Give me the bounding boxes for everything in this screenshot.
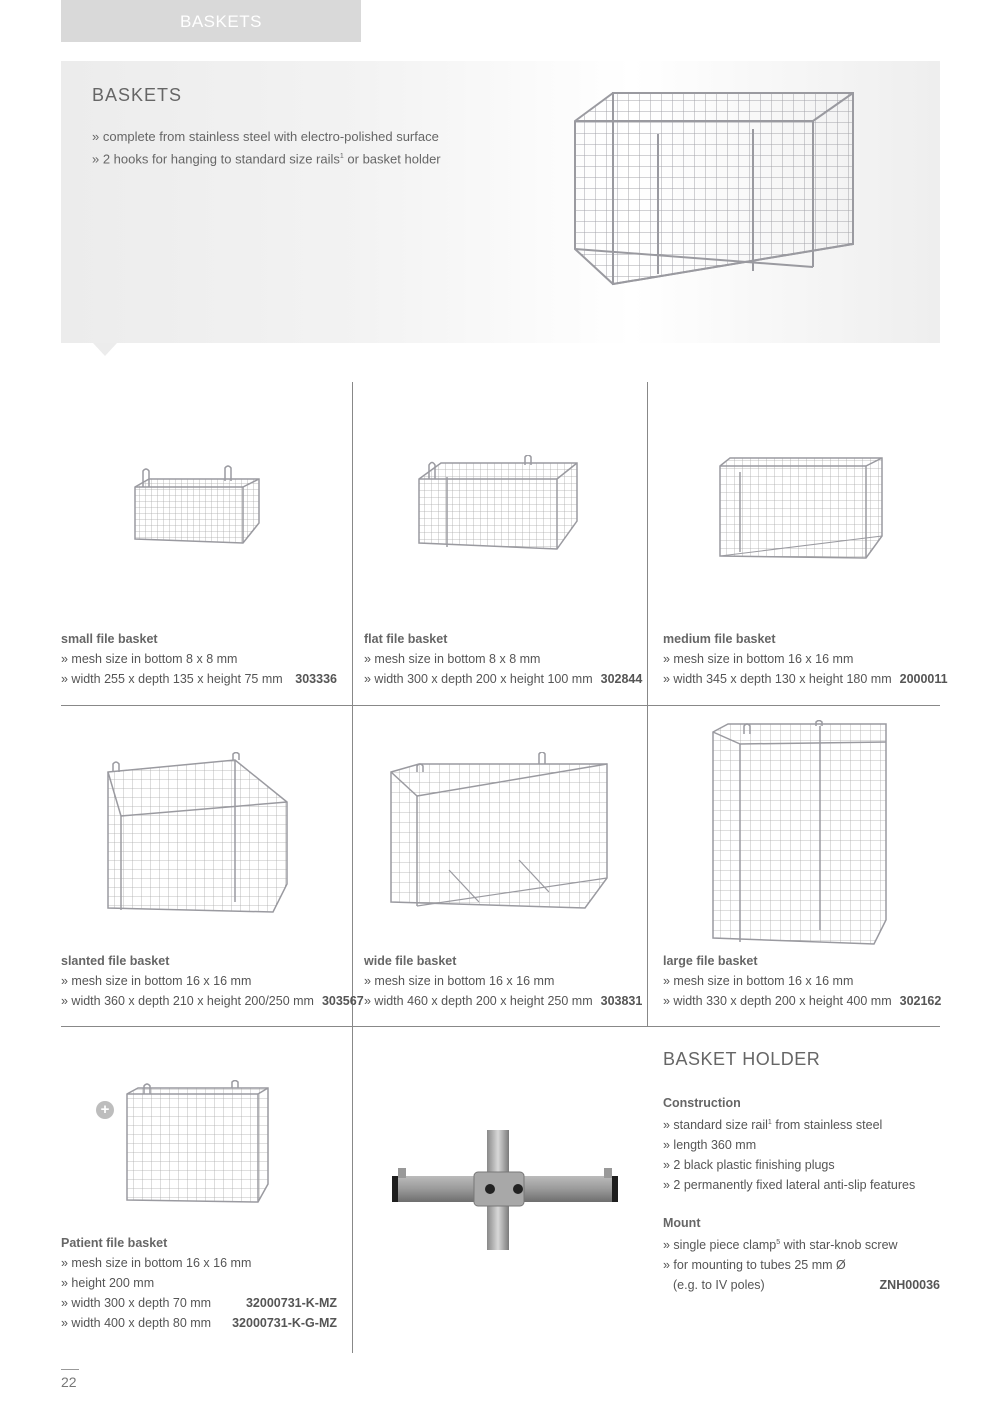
product-spec: » mesh size in bottom 16 x 16 mm [61, 1256, 252, 1270]
basket-image-wide [389, 752, 611, 912]
product-code: 302844 [600, 672, 643, 686]
product-spec: » width 255 x depth 135 x height 75 mm [61, 672, 283, 686]
hero-bullet: » complete from stainless steel with electro-polished surface [92, 129, 439, 144]
hero-notch [93, 343, 117, 356]
hero-bullets [92, 127, 441, 169]
section-tab-label: BASKETS [180, 12, 262, 31]
product-spec: » mesh size in bottom 8 x 8 mm [364, 652, 541, 666]
mount-item: » for mounting to tubes 25 mm Ø [663, 1258, 846, 1273]
plus-circle-icon: + [96, 1101, 114, 1119]
basket-holder-title: BASKET HOLDER [663, 1049, 821, 1069]
product-flat-file-basket [364, 629, 643, 689]
basket-image-flat [417, 455, 580, 551]
product-patient-file-basket [61, 1233, 337, 1333]
product-name: flat file basket [364, 632, 448, 646]
product-slanted-file-basket [61, 951, 364, 1011]
mount-item: (e.g. to IV poles) [673, 1278, 765, 1293]
row-divider [61, 1026, 940, 1027]
product-code: 302162 [899, 994, 942, 1008]
product-spec: » height 200 mm [61, 1276, 155, 1290]
product-name: slanted file basket [61, 954, 170, 968]
product-medium-file-basket [663, 629, 948, 689]
hero-panel [61, 61, 940, 343]
product-code: 2000011 [899, 672, 948, 686]
product-code: 32000731-K-MZ [245, 1296, 337, 1310]
product-spec: » mesh size in bottom 16 x 16 mm [663, 652, 854, 666]
product-spec: » mesh size in bottom 16 x 16 mm [663, 974, 854, 988]
basket-holder-image [390, 1128, 620, 1253]
product-name: Patient file basket [61, 1236, 168, 1250]
product-name: small file basket [61, 632, 158, 646]
hero-bullet: » 2 hooks for hanging to standard size rails$^1$ or basket holder [92, 151, 441, 167]
section-tab [61, 0, 361, 42]
product-small-file-basket [61, 629, 337, 689]
basket-image-large [710, 720, 890, 950]
product-spec: » width 330 x depth 200 x height 400 mm [663, 994, 892, 1008]
column-divider [647, 382, 648, 1026]
product-spec: » width 345 x depth 130 x height 180 mm [663, 672, 892, 686]
product-code: ZNH00036 [879, 1278, 940, 1293]
construction-item: » standard size rail$^1$ from stainless steel [663, 1118, 883, 1133]
construction-item: » 2 black plastic finishing plugs [663, 1158, 835, 1173]
product-spec: » width 360 x depth 210 x height 200/250 mm [61, 994, 314, 1008]
product-spec: » width 460 x depth 200 x height 250 mm [364, 994, 593, 1008]
holder-construction [663, 1093, 940, 1195]
holder-mount [663, 1213, 940, 1295]
construction-heading: Construction [663, 1096, 741, 1110]
page-number: 22 [61, 1374, 77, 1390]
product-spec: » mesh size in bottom 8 x 8 mm [61, 652, 238, 666]
product-name: wide file basket [364, 954, 457, 968]
column-divider [352, 382, 353, 1353]
product-spec: » width 300 x depth 70 mm [61, 1296, 212, 1310]
row-divider [61, 705, 940, 706]
product-spec: » width 400 x depth 80 mm [61, 1316, 212, 1330]
basket-image-slanted [105, 752, 290, 914]
product-wide-file-basket [364, 951, 643, 1011]
product-name: medium file basket [663, 632, 776, 646]
basket-image-hero [573, 89, 918, 304]
product-spec: » mesh size in bottom 16 x 16 mm [364, 974, 555, 988]
product-spec: » width 300 x depth 200 x height 100 mm [364, 672, 593, 686]
product-spec: » mesh size in bottom 16 x 16 mm [61, 974, 252, 988]
basket-image-medium [718, 452, 885, 562]
basket-image-small [133, 465, 261, 545]
page-number-rule [61, 1369, 79, 1370]
mount-heading: Mount [663, 1216, 701, 1230]
construction-item: » 2 permanently fixed lateral anti-slip features [663, 1178, 916, 1193]
product-code: 303831 [600, 994, 643, 1008]
product-code: 32000731-K-G-MZ [232, 1316, 337, 1330]
hero-title: BASKETS [92, 85, 183, 105]
product-large-file-basket [663, 951, 940, 1011]
construction-item: » length 360 mm [663, 1138, 757, 1153]
basket-image-patient [124, 1080, 272, 1205]
product-code: 303567 [321, 994, 364, 1008]
product-name: large file basket [663, 954, 758, 968]
product-code: 303336 [295, 672, 337, 686]
mount-item: » single piece clamp$^5$ with star-knob screw [663, 1238, 898, 1253]
